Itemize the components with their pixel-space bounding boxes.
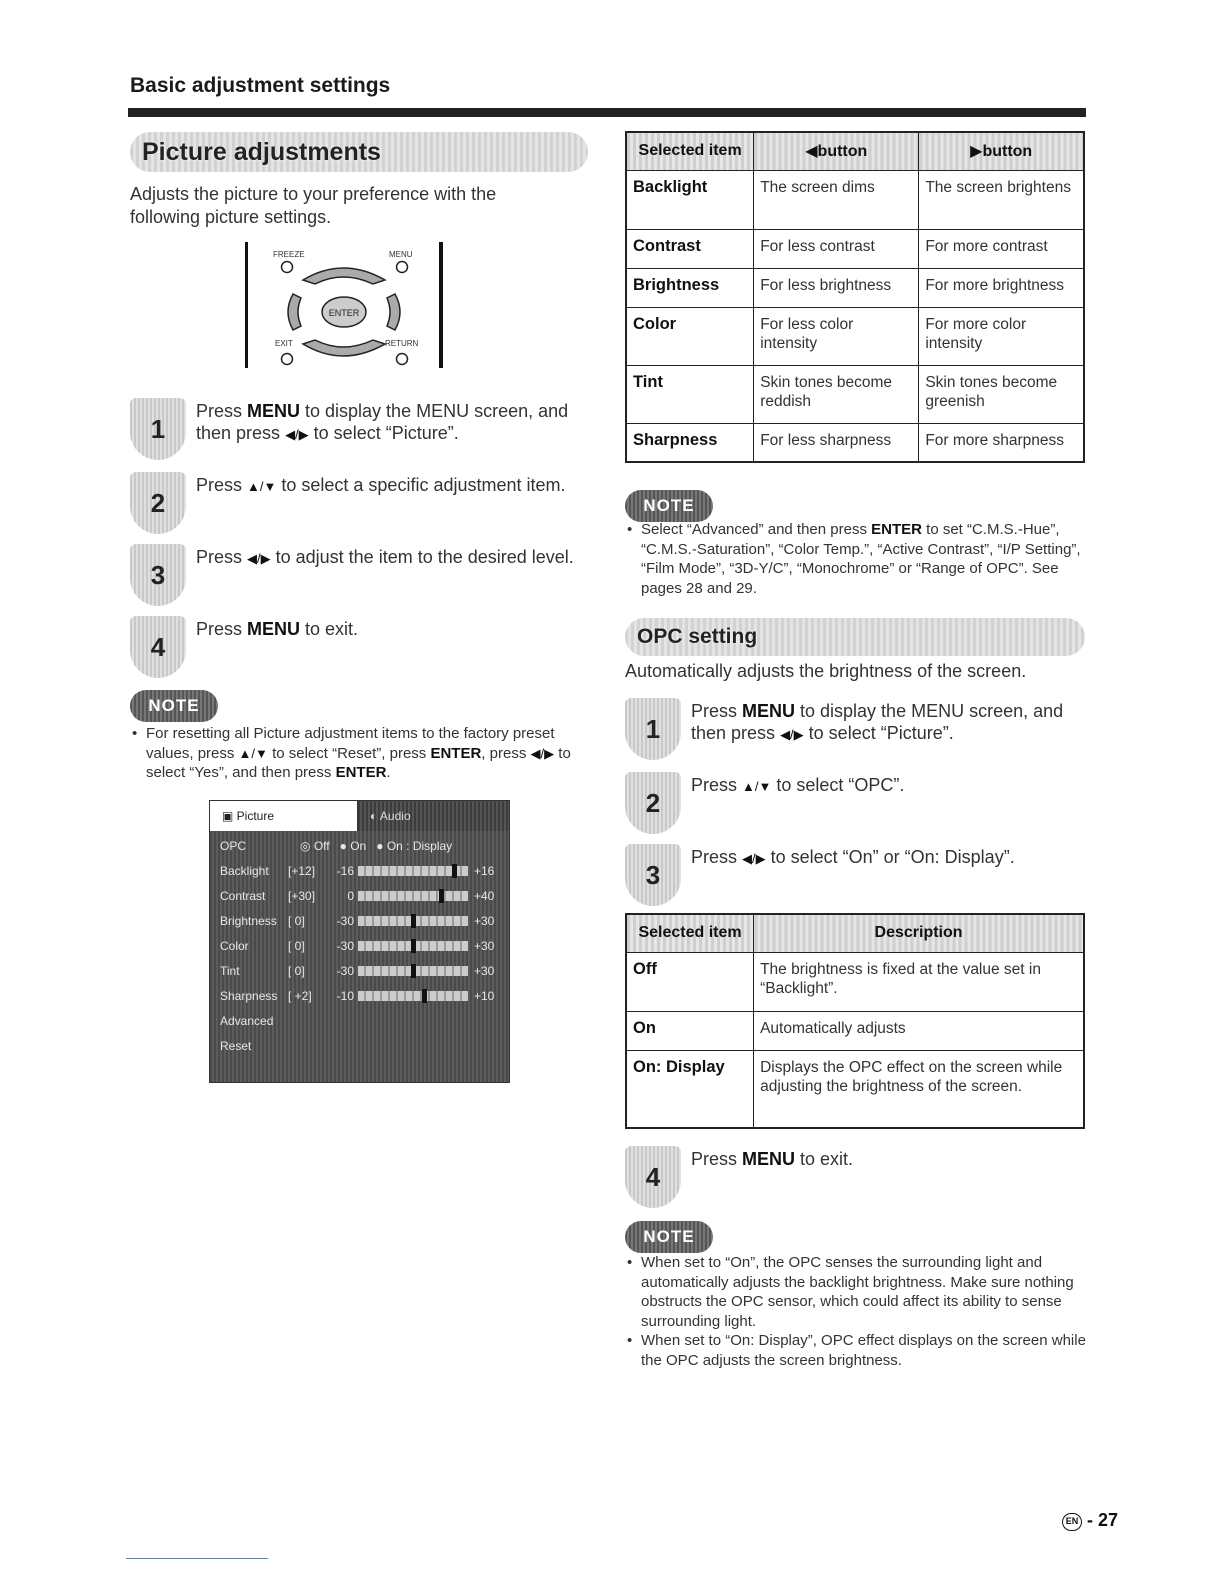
osd-slider-row[interactable]: Brightness [ 0] -30 +30 — [220, 913, 495, 928]
slider-bar[interactable] — [358, 991, 468, 1001]
note-item: • Select “Advanced” and then press ENTER to set “C.M.S.-Hue”, “C.M.S.-Saturation”, “Color Temp.”, “Active Contrast”, “I/P Setting”, “Film Mode”, “3D-Y/C”, “Monochrome” or “Range of OPC”. See pages 28 and 29. — [625, 520, 1087, 598]
note-badge: NOTE — [130, 690, 218, 722]
advanced-note — [625, 520, 1087, 598]
slider-handle — [411, 914, 416, 928]
opc-intro: Automatically adjusts the brightness of the screen. — [625, 661, 1027, 681]
osd-slider-row[interactable]: Contrast [+30] 0 +40 — [220, 888, 495, 903]
step-number: 1 — [130, 398, 186, 460]
slider-bar[interactable] — [358, 891, 468, 901]
language-mark: EN — [1062, 1513, 1082, 1531]
table-header-row — [626, 132, 1084, 170]
table-row: On: Display Displays the OPC effect on the screen while adjusting the brightness of the screen. — [626, 1050, 1084, 1128]
slider-bar[interactable] — [358, 916, 468, 926]
enter-label: ENTER — [328, 308, 360, 318]
menu-label: MENU — [389, 250, 413, 259]
osd-slider-row[interactable]: Color [ 0] -30 +30 — [220, 938, 495, 953]
table-header: ◀button — [754, 132, 919, 170]
slider-handle — [411, 939, 416, 953]
osd-slider-row[interactable]: Sharpness [ +2] -10 +10 — [220, 988, 495, 1003]
opc-step-2 — [625, 772, 1087, 834]
left-arrow-icon — [288, 294, 301, 330]
picture-icon: ▣ — [222, 809, 237, 823]
slider-bar[interactable] — [358, 941, 468, 951]
step-text: Press MENU to display the MENU screen, and then press ◀/▶ to select “Picture”. — [196, 401, 569, 443]
table-header-row — [626, 914, 1084, 952]
picture-step-1 — [130, 398, 592, 460]
opc-option-on[interactable]: ● On — [339, 838, 367, 853]
step-text: Press MENU to exit. — [196, 619, 359, 639]
picture-adjustments-heading: Picture adjustments — [130, 132, 588, 172]
freeze-button — [282, 262, 293, 273]
opc-setting-heading: OPC setting — [625, 618, 1085, 656]
step-text: Press ▲/▼ to select a specific adjustment item. — [196, 475, 566, 495]
picture-step-2 — [130, 472, 592, 534]
opc-step-3 — [625, 844, 1087, 906]
note-badge: NOTE — [625, 490, 713, 522]
step-number: 2 — [625, 772, 681, 834]
exit-label: EXIT — [275, 339, 293, 348]
picture-step-3 — [130, 544, 592, 606]
slider-handle — [439, 889, 444, 903]
footer-line — [126, 1558, 268, 1559]
note-item: • When set to “On”, the OPC senses the surrounding light and automatically adjusts the backlight brightness. Make sure nothing obstructs the OPC sensor, which could affect its ability to sense surrounding light. — [625, 1253, 1087, 1331]
note-item: • When set to “On: Display”, OPC effect displays on the screen while the OPC adjusts the screen brightness. — [625, 1331, 1087, 1370]
osd-slider-row[interactable]: Backlight [+12] -16 +16 — [220, 863, 495, 878]
slider-handle — [452, 864, 457, 878]
opc-option-on-display[interactable]: ● On : Display — [376, 838, 453, 853]
down-arrow-icon — [303, 340, 385, 356]
exit-button — [282, 354, 293, 365]
opc-step-1 — [625, 698, 1087, 760]
step-number: 1 — [625, 698, 681, 760]
table-row: Sharpness For less sharpness For more sharpness — [626, 423, 1084, 462]
osd-tab-picture[interactable]: ▣ Picture — [210, 801, 358, 831]
up-arrow-icon — [303, 268, 385, 284]
slider-bar[interactable] — [358, 966, 468, 976]
step-number: 3 — [130, 544, 186, 606]
picture-note — [130, 724, 590, 783]
step-number: 4 — [130, 616, 186, 678]
table-header: ▶button — [919, 132, 1084, 170]
page-title: Basic adjustment settings — [130, 74, 391, 97]
table-row: Contrast For less contrast For more contrast — [626, 229, 1084, 268]
table-row: Tint Skin tones become reddish Skin tones become greenish — [626, 365, 1084, 423]
return-button — [397, 354, 408, 365]
picture-step-4 — [130, 616, 592, 678]
step-text: Press ◀/▶ to adjust the item to the desired level. — [196, 547, 574, 567]
step-text: Press MENU to exit. — [691, 1149, 854, 1169]
step-text: Press ◀/▶ to select “On” or “On: Display”. — [691, 847, 1015, 867]
table-row: Brightness For less brightness For more brightness — [626, 268, 1084, 307]
step-number: 4 — [625, 1146, 681, 1208]
osd-reset-item[interactable]: Reset — [220, 1038, 252, 1053]
osd-picture-menu — [209, 800, 510, 1083]
freeze-label: FREEZE — [273, 250, 305, 259]
note-badge: NOTE — [625, 1221, 713, 1253]
picture-adjustment-table — [625, 131, 1085, 463]
table-header: Description — [754, 914, 1084, 952]
title-rule — [128, 108, 1086, 117]
slider-bar[interactable] — [358, 866, 468, 876]
return-label: RETURN — [385, 339, 419, 348]
table-header: Selected item — [626, 914, 754, 952]
menu-button — [397, 262, 408, 273]
osd-slider-row[interactable]: Tint [ 0] -30 +30 — [220, 963, 495, 978]
note-item: • For resetting all Picture adjustment items to the factory preset values, press ▲/▼ to select “Reset”, press ENTER, press ◀/▶ to select “Yes”, and then press ENTER. — [130, 724, 590, 783]
remote-control-illustration — [243, 242, 448, 370]
step-number: 2 — [130, 472, 186, 534]
speaker-icon: ◐ — [370, 809, 380, 823]
step-number: 3 — [625, 844, 681, 906]
step-text: Press ▲/▼ to select “OPC”. — [691, 775, 905, 795]
page-number: EN - 27 — [1062, 1510, 1118, 1531]
right-arrow-icon — [387, 294, 400, 330]
opc-step-4 — [625, 1146, 1087, 1208]
osd-opc-row[interactable]: OPC ◎ Off ● On ● On : Display — [220, 838, 453, 853]
table-row: Off The brightness is fixed at the value set in “Backlight”. — [626, 952, 1084, 1011]
table-header: Selected item — [626, 132, 754, 170]
step-text: Press MENU to display the MENU screen, and then press ◀/▶ to select “Picture”. — [691, 701, 1064, 743]
slider-handle — [411, 964, 416, 978]
slider-handle — [422, 989, 427, 1003]
table-row: On Automatically adjusts — [626, 1011, 1084, 1050]
picture-intro: Adjusts the picture to your preference with the following picture settings. — [130, 184, 497, 227]
table-row: Color For less color intensity For more color intensity — [626, 307, 1084, 365]
osd-tab-audio[interactable]: ◐ Audio — [358, 801, 509, 831]
table-row: Backlight The screen dims The screen brightens — [626, 170, 1084, 229]
osd-advanced-item[interactable]: Advanced — [220, 1013, 274, 1028]
opc-table — [625, 913, 1085, 1129]
opc-option-off[interactable]: ◎ Off — [300, 838, 330, 853]
opc-note — [625, 1253, 1087, 1370]
